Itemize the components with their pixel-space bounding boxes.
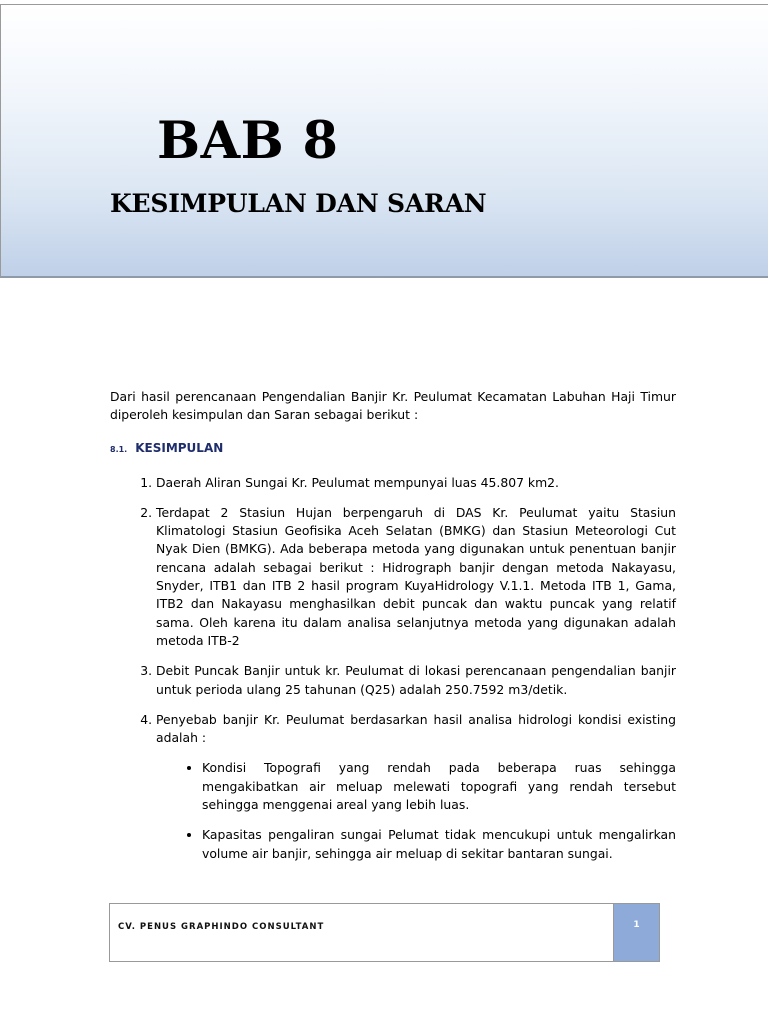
conclusion-list [110, 474, 676, 863]
cause-item [202, 826, 676, 863]
chapter-header-band [0, 4, 768, 278]
footer-company-name: CV. PENUS GRAPHINDO CONSULTANT [118, 922, 325, 932]
chapter-title: KESIMPULAN DAN SARAN [110, 189, 487, 218]
conclusion-item [156, 662, 676, 699]
intro-paragraph: Dari hasil perencanaan Pengendalian Banjir Kr. Peulumat Kecamatan Labuhan Haji Timur diperoleh kesimpulan dan Saran sebagai berikut : [110, 389, 676, 423]
document-body [110, 388, 676, 863]
conclusion-item [156, 474, 676, 492]
page-footer [109, 903, 660, 962]
cause-list [156, 759, 676, 862]
cause-text: Kondisi Topografi yang rendah pada beberapa ruas sehingga mengakibatkan air meluap melewati topografi yang rendah tersebut sehingga menggenai areal yang lebih luas. [202, 760, 676, 813]
conclusion-text: Penyebab banjir Kr. Peulumat berdasarkan hasil analisa hidrologi kondisi existing adalah : [156, 711, 676, 746]
section-number: 8.1. [110, 444, 128, 454]
conclusion-text: Terdapat 2 Stasiun Hujan berpengaruh di DAS Kr. Peulumat yaitu Stasiun Klimatologi Stasiun Geofisika Aceh Selatan (BMKG) dan Stasiun Meteorologi Cut Nyak Dien (BMKG). Ada beberapa metoda yang digunakan untuk penentuan banjir rencana adalah sebagai berikut : Hidrograph banjir dengan metoda Nakayasu, Snyder, ITB1 dan ITB 2 hasil program KuyaHidrology V.1.1. Metoda ITB 1, Gama, ITB2 dan Nakayasu menghasilkan debit puncak dan waktu puncak yang relatif sama. Oleh karena itu dalam analisa selanjutnya metoda yang digunakan adalah metoda ITB-2 [156, 504, 676, 648]
conclusion-item [156, 504, 676, 650]
chapter-number: BAB 8 [157, 111, 339, 171]
page-number: 1 [613, 904, 659, 961]
conclusion-text: Debit Puncak Banjir untuk kr. Peulumat di lokasi perencanaan pengendalian banjir untuk perioda ulang 25 tahunan (Q25) adalah 250.7592 m3/detik. [156, 663, 676, 697]
section-heading [110, 439, 676, 459]
cause-item [202, 759, 676, 814]
conclusion-item [156, 711, 676, 863]
section-title: KESIMPULAN [135, 440, 224, 455]
conclusion-text: Daerah Aliran Sungai Kr. Peulumat mempunyai luas 45.807 km2. [156, 474, 559, 490]
cause-text: Kapasitas pengaliran sungai Pelumat tidak mencukupi untuk mengalirkan volume air banjir, sehingga air meluap di sekitar bantaran sungai. [202, 827, 676, 861]
